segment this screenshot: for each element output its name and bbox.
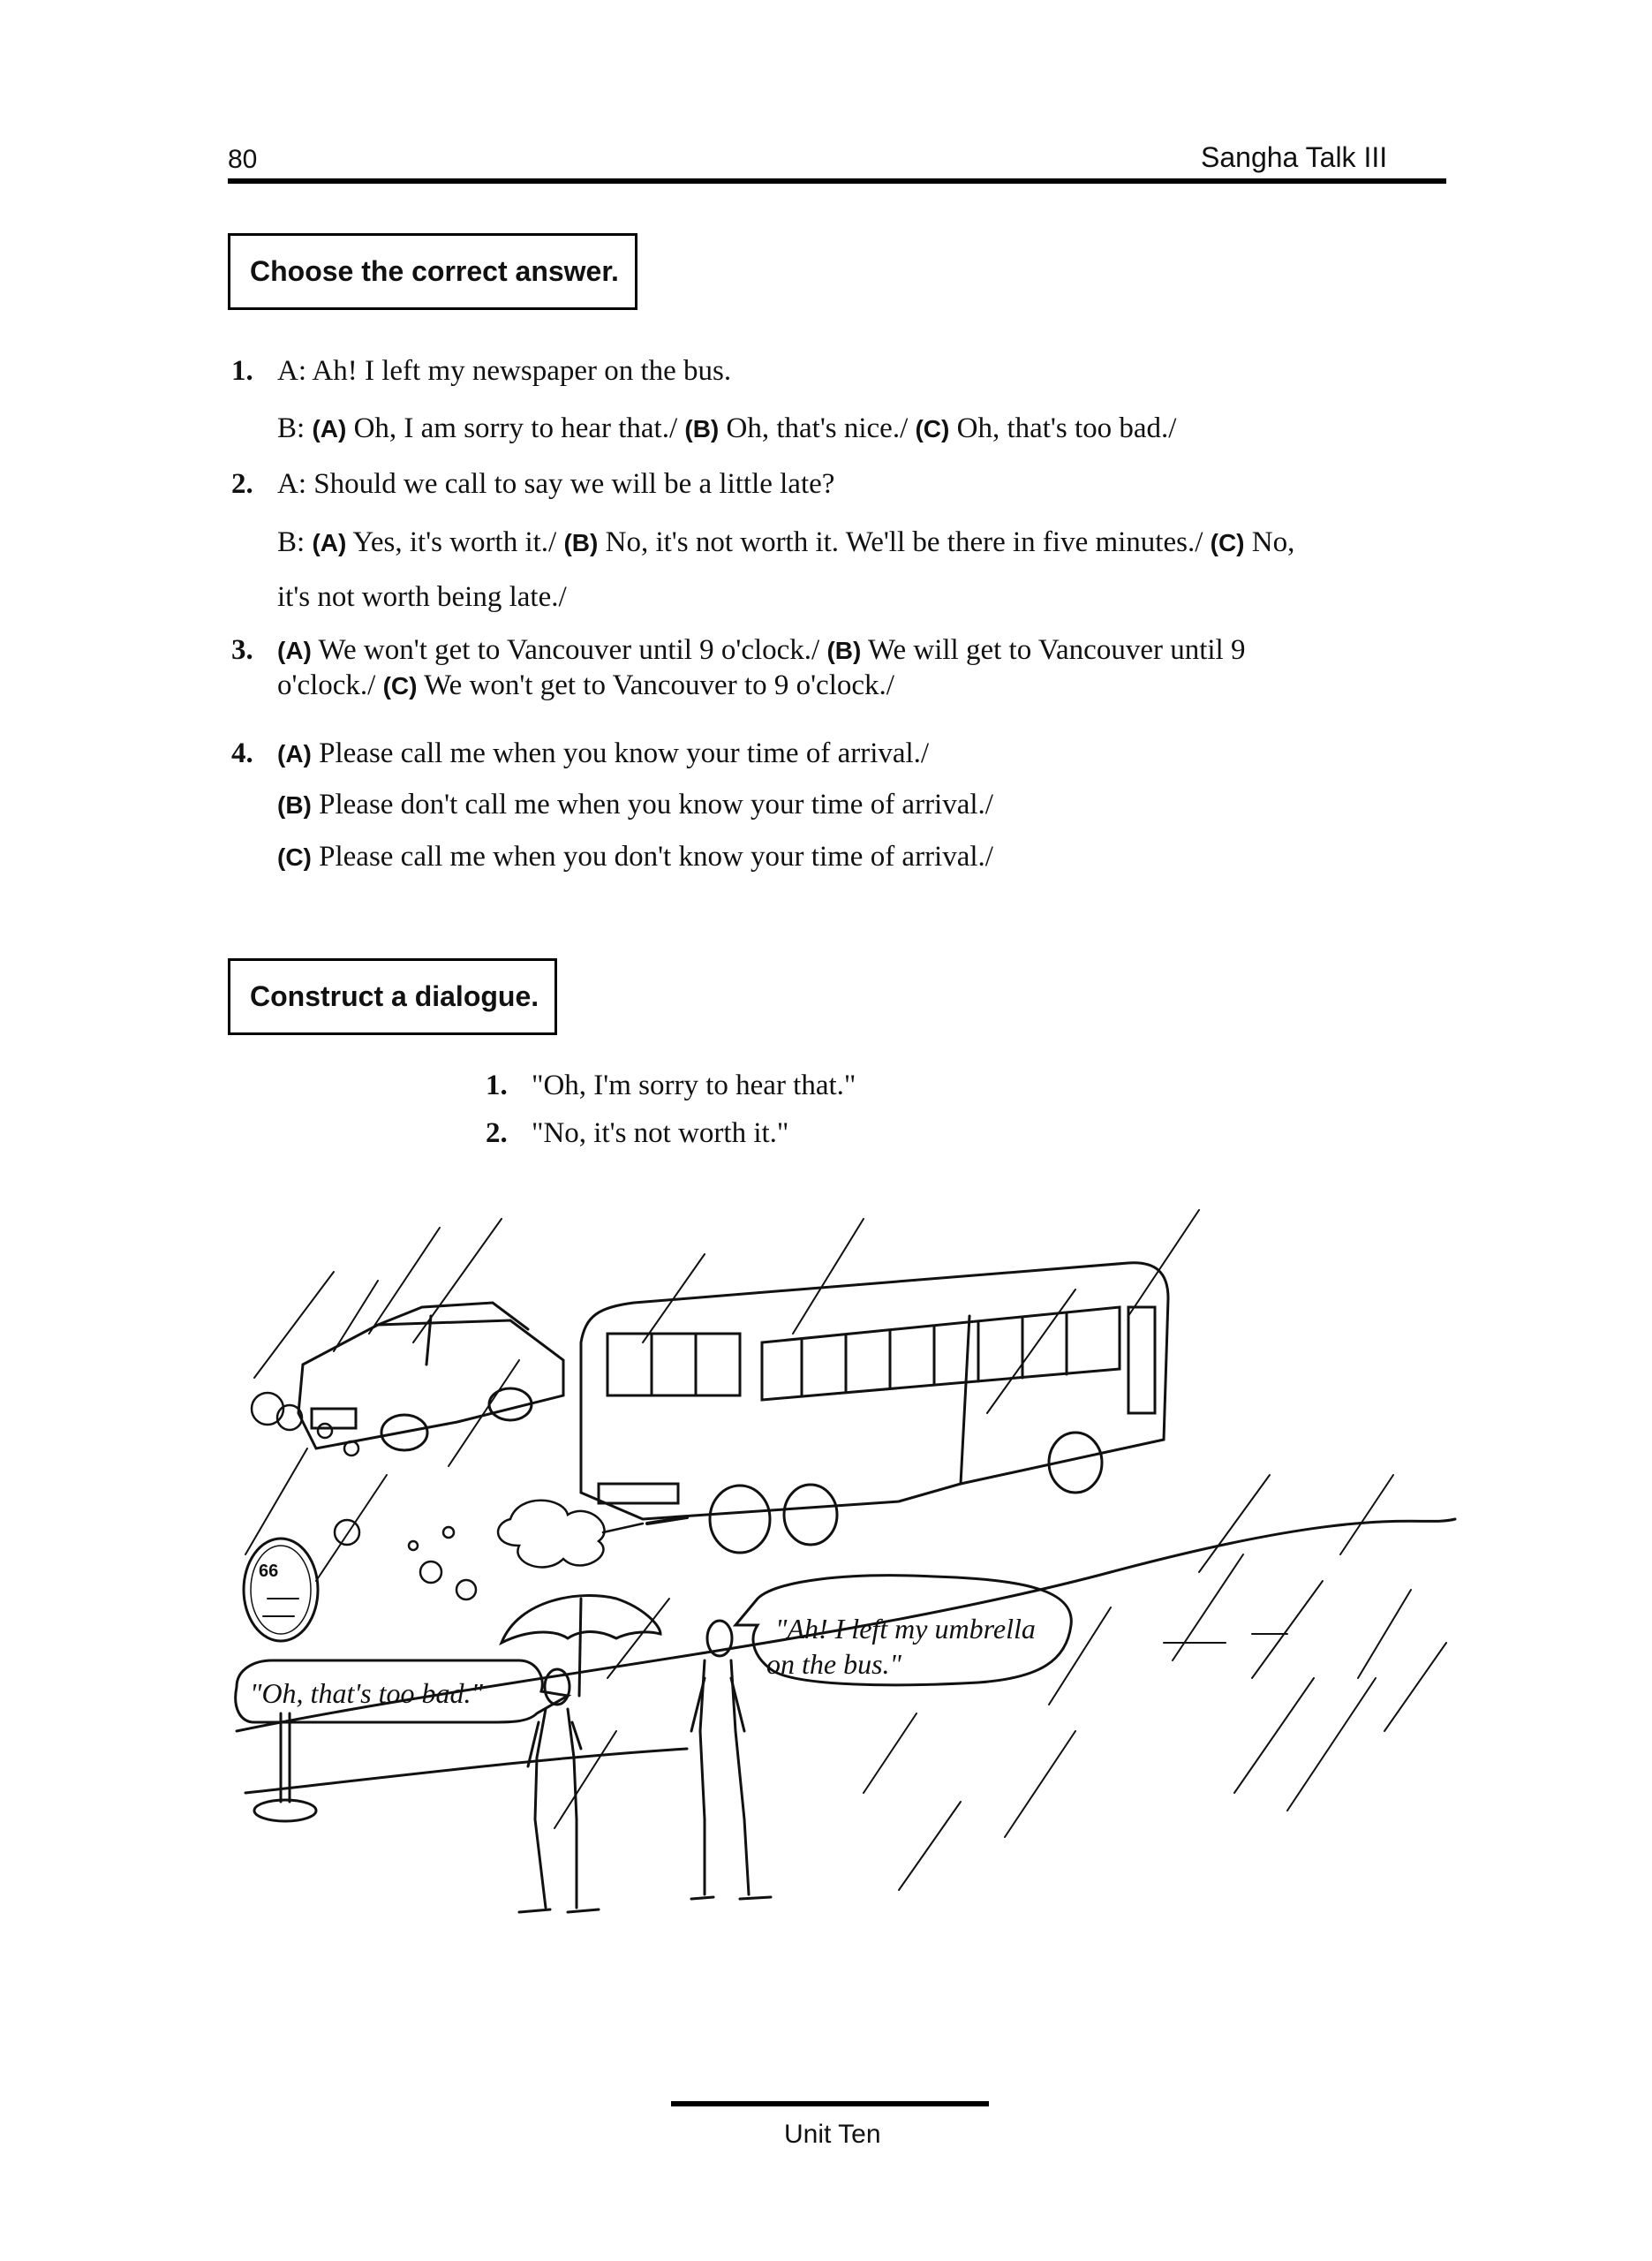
prompt-text: A: Ah! I left my newspaper on the bus. [277,355,732,387]
section-heading-construct-dialogue: Construct a dialogue. [228,958,557,1035]
dialogue-number: 2. [486,1117,508,1149]
option-label: (B) [277,791,312,819]
option-text: Please don't call me when you know your time of arrival./ [311,789,993,820]
running-title: Sangha Talk III [1201,141,1388,173]
question-number: 2. [231,468,253,500]
footer-rule [671,2101,989,2106]
continuation-text: o'clock./ [277,669,383,701]
question-2-answers [277,526,1294,559]
question-number: 1. [231,355,253,387]
option-text: Yes, it's worth it./ [346,526,564,558]
section-heading-choose-answer: Choose the correct answer. [228,233,637,310]
question-4-option-a [231,737,929,770]
answer-prefix: B: [277,526,306,558]
option-label: (B) [684,415,720,442]
cartoon-illustration [228,1183,1464,1934]
option-label: (C) [915,415,950,442]
dialogue-line-2 [486,1117,788,1150]
bubble-right-line2: on the bus." [766,1648,901,1680]
question-2-prompt [231,468,834,501]
car [298,1303,563,1450]
person-without-umbrella [691,1621,771,1899]
option-label: (A) [277,637,312,664]
page-number: 80 [228,145,258,174]
option-text: No, [1244,526,1295,558]
option-label: (B) [563,529,599,556]
dialogue-text: "Oh, I'm sorry to hear that." [532,1070,856,1101]
option-text: Oh, that's nice./ [719,412,916,444]
question-2-continuation: it's not worth being late./ [277,581,567,613]
question-number: 3. [231,634,253,666]
rain-lines [245,1210,1446,1890]
prompt-text: A: Should we call to say we will be a little late? [277,468,835,500]
bubble-left-text: "Oh, that's too bad." [250,1677,483,1709]
option-text: Oh, I am sorry to hear that./ [346,412,685,444]
option-text: Please call me when you don't know your time of arrival./ [311,841,993,873]
dialogue-text: "No, it's not worth it." [532,1117,789,1149]
sign-number: 66 [259,1562,279,1581]
option-label: (A) [277,740,312,768]
question-4-option-b [277,789,993,821]
option-label: (C) [382,672,418,699]
speech-bubble-left [236,1660,568,1722]
question-number: 4. [231,737,253,769]
question-3-line1 [231,634,1245,667]
option-label: (C) [1210,529,1245,556]
question-1-prompt [231,355,731,388]
question-3-line2 [277,669,894,702]
option-text: No, it's not worth it. We'll be there in five minutes./ [598,526,1211,558]
option-label: (A) [312,415,347,442]
bubble-right-line1: "Ah! I left my umbrella [775,1613,1036,1645]
question-1-answers [277,412,1176,445]
option-text: We won't get to Vancouver to 9 o'clock./ [417,669,894,701]
option-label: (B) [826,637,862,664]
option-label: (A) [312,529,347,556]
option-text: Oh, that's too bad./ [949,412,1177,444]
footer-unit-label: Unit Ten [784,2120,881,2149]
option-text: We won't get to Vancouver until 9 o'clock./ [311,634,827,666]
option-text: We will get to Vancouver until 9 [861,634,1246,666]
dialogue-line-1 [486,1070,856,1102]
question-4-option-c [277,841,993,873]
header-rule [228,178,1446,184]
option-label: (C) [277,843,312,871]
person-with-umbrella [502,1596,660,1912]
speech-bubble-right [735,1576,1071,1685]
dialogue-number: 1. [486,1070,508,1101]
option-text: Please call me when you know your time of arrival./ [311,737,930,769]
answer-prefix: B: [277,412,306,444]
